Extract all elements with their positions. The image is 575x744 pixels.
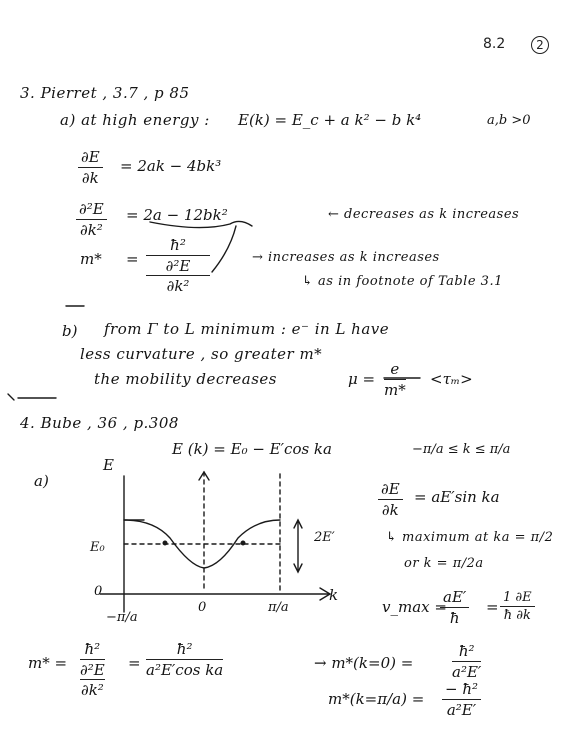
fraction-numerator: ∂E [378,480,403,500]
graph-x-mid-tick: 0 [198,600,207,615]
fraction-numerator: ∂²E [76,200,107,220]
problem4-vmax-label: v_max = [382,598,447,616]
fraction-denominator-bottom: ∂k² [166,277,190,295]
graph-x-right-tick: π/a [268,600,289,615]
problem4-k-range: −π/a ≤ k ≤ π/a [412,442,511,457]
problem3-d2E-dk2-rhs: = 2a − 12bk² [126,206,228,224]
problem3-mobility-equation: μ = [348,370,376,388]
problem4-mstar-label: m* = [28,654,68,672]
problem3-part-b-line3: the mobility decreases [94,370,277,388]
bracket-stroke [150,221,252,227]
problem4-heading: 4. Bube , 36 , p.308 [20,414,179,432]
graph-x-axis-label: k [329,586,339,604]
problem4-part-a-label: a) [34,472,49,490]
fraction-denominator: ħ [449,609,460,627]
problem3-increases-note: → increases as k increases [252,250,440,265]
graph-point-left [163,541,167,545]
problem3-decreases-note: ← decreases as k increases [328,207,520,222]
graph-point-right [241,541,245,545]
fraction-denominator: a²E′ [446,701,477,719]
graph-x-left-tick: −π/a [106,610,138,625]
fraction-denominator: a²E′cos ka [146,661,224,679]
fraction-denominator: a²E′ [452,663,482,681]
graph-e0-label: E₀ [90,540,105,555]
problem4-dE-dk-rhs: = aE′sin ka [414,488,500,506]
problem4-vmax-equals: = [486,598,499,616]
fraction-numerator: ħ² [146,640,223,660]
fraction-denominator: m* [384,381,406,399]
problem4-m-at-zero-label: → m*(k=0) = [314,654,414,672]
fraction-numerator: ħ² [80,640,105,660]
problem3-mobility-tail: <τₘ> [430,370,473,388]
problem3-mstar-equals: = [126,250,139,268]
problem3-part-a-label: a) at high energy : [60,111,210,129]
fraction-numerator: aE′ [440,588,469,608]
problem3-footnote-note: ↳ as in footnote of Table 3.1 [302,274,503,289]
problem3-ab-condition: a,b >0 [487,113,531,128]
fraction-denominator: ∂k² [79,221,103,239]
fraction-denominator: ħ ∂k [503,608,531,623]
fraction-denominator-bottom: ∂k² [80,681,104,699]
fraction-numerator: − ħ² [442,680,481,700]
fraction-numerator: e [384,360,406,380]
problem3-part-b-line2: less curvature , so greater m* [80,345,323,363]
fraction-denominator-top: ∂²E [80,661,105,679]
fraction-numerator: ∂E [78,148,103,168]
problem3-dE-dk-rhs: = 2ak − 4bk³ [120,157,222,175]
problem3-part-b-label: b) [62,322,78,340]
problem4-maximum-note: ↳ maximum at ka = π/2 [386,530,554,545]
fraction-denominator: ∂k [81,169,99,187]
fraction-numerator: 1 ∂E [500,590,535,607]
fraction-numerator: ħ² [452,642,481,662]
problem4-m-at-edge-label: m*(k=π/a) = [328,690,425,708]
page-number: 8.2 [483,36,506,52]
graph-y-axis-label: E [103,456,114,474]
connector-stroke [212,226,236,272]
problem4-mstar-equals: = [128,654,141,672]
problem4-maximum-k-note: or k = π/2a [404,556,484,571]
page-circle-number: 2 [531,36,549,54]
fraction-numerator: ħ² [146,236,210,256]
problem3-heading: 3. Pierret , 3.7 , p 85 [20,84,190,102]
problem3-energy-equation: E(k) = E_c + a k² − b k⁴ [238,111,422,129]
graph-zero-label: 0 [94,584,103,599]
fraction-denominator-top: ∂²E [146,256,210,276]
problem3-mstar-label: m* [80,250,102,268]
problem3-part-b-line1: from Γ to L minimum : e⁻ in L have [104,320,390,338]
problem4-energy-equation: E (k) = E₀ − E′cos ka [172,440,332,458]
fraction-denominator: ∂k [381,501,399,519]
graph-width-label: 2E′ [314,530,335,545]
separator-mark [8,394,14,400]
